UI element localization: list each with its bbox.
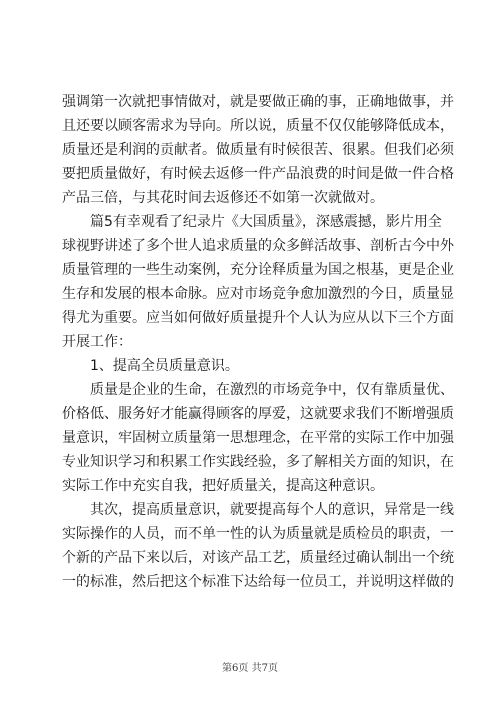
text-line: 质量是企业的生命，在激烈的市场竞争中，仅有靠质量优、 <box>90 382 454 398</box>
text-line: 质量管理的一些生动案例，充分诠释质量为国之根基，更是企业 <box>62 262 454 278</box>
document-body <box>62 90 454 594</box>
text-line: 生存和发展的根本命脉。应对市场竞争愈加激烈的今日，质量显 <box>62 286 454 302</box>
text-line: 要把质量做好，有时候去返修一件产品浪费的时间是做一件合格 <box>62 166 454 182</box>
text-line: 实际工作中充实自我，把好质量关，提高这种意识。 <box>62 478 384 494</box>
text-line: 个新的产品下来以后，对该产品工艺，质量经过确认制出一个统 <box>62 550 454 566</box>
text-line: 其次，提高质量意识，就要提高每个人的意识，异常是一线 <box>90 502 454 518</box>
text-line: 球视野讲述了多个世人追求质量的众多鲜活故事、剖析古今中外 <box>62 238 454 254</box>
text-line: 强调第一次就把事情做对，就是要做正确的事，正确地做事，并 <box>62 94 454 110</box>
text-line: 篇5有幸观看了纪录片《大国质量》，深感震撼，影片用全 <box>90 214 442 230</box>
text-line: 产品三倍，与其花时间去返修还不如第一次就做对。 <box>62 190 384 206</box>
text-line: 专业知识学习和积累工作实践经验，多了解相关方面的知识，在 <box>62 454 454 470</box>
text-line: 质量还是利润的贡献者。做质量有时候很苦、很累。但我们必须 <box>62 142 454 158</box>
text-line: 1、提高全员质量意识。 <box>90 358 239 374</box>
page-footer: 第6页 共7页 <box>222 663 278 674</box>
text-line: 价格低、服务好才能赢得顾客的厚爱，这就要求我们不断增强质 <box>62 406 454 422</box>
text-line: 得尤为重要。应当如何做好质量提升个人认为应从以下三个方面 <box>62 310 454 326</box>
text-line: 实际操作的人员，而不单一性的认为质量就是质检员的职责，一 <box>62 526 454 542</box>
text-line: 且还要以顾客需求为导向。所以说，质量不仅仅能够降低成本， <box>62 118 454 134</box>
text-line: 一的标准，然后把这个标准下达给每一位员工，并说明这样做的 <box>62 574 454 590</box>
text-line: 量意识，牢固树立质量第一思想理念，在平常的实际工作中加强 <box>62 430 454 446</box>
text-line: 开展工作： <box>62 334 132 350</box>
